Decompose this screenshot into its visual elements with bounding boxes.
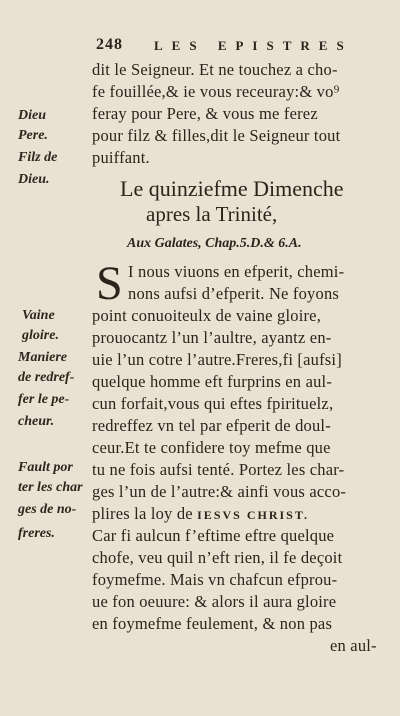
text-line: puiffant. <box>92 148 150 167</box>
margin-note: gloire. <box>22 328 59 343</box>
margin-note: freres. <box>18 526 55 541</box>
margin-note: Filz de <box>18 150 58 165</box>
text-line: I nous viuons en efperit, chemi- <box>128 262 345 281</box>
christ-smallcaps: IESVS CHRIST. <box>197 508 309 522</box>
text-line: feray pour Pere, & vous me ferez <box>92 104 318 123</box>
text-run: plires la loy de <box>92 504 193 523</box>
scripture-reference: Aux Galates, Chap.5.D.& 6.A. <box>127 236 302 251</box>
margin-note: fer le pe- <box>18 392 70 407</box>
text-line: tu ne fois aufsi tenté. Portez les char- <box>92 460 345 479</box>
text-line: quelque homme eft furprins en aul- <box>92 372 333 391</box>
margin-note: cheur. <box>18 414 55 429</box>
text-line: ges l’un de l’autre:& ainfi vous acco- <box>92 482 347 501</box>
margin-note: Dieu. <box>18 172 50 187</box>
drop-cap: S <box>96 257 123 310</box>
text-line: ue fon oeuure: & alors il aura gloire <box>92 592 337 611</box>
margin-note: de redref- <box>18 370 75 385</box>
section-heading: Le quinziefme Dimenche <box>120 176 344 201</box>
page-header <box>96 36 376 56</box>
margin-note: Fault por <box>18 460 73 475</box>
margin-note: Vaine <box>22 308 55 323</box>
text-line: pour filz & filles,dit le Seigneur tout <box>92 126 341 145</box>
margin-note: Pere. <box>18 128 48 143</box>
text-line: nons aufsi d’efperit. Ne foyons <box>128 284 340 303</box>
text-line: redreffez vn tel par efperit de doul- <box>92 416 331 435</box>
text-line: chofe, veu quil n’eft rien, il fe deçoit <box>92 548 343 567</box>
text-line: point conuoiteulx de vaine gloire, <box>92 306 322 325</box>
text-line: ceur.Et te confidere toy mefme que <box>92 438 331 457</box>
margin-note: ter les char <box>18 480 83 495</box>
text-line: en aul- <box>330 636 377 655</box>
margin-note: Dieu <box>18 108 46 123</box>
section-heading-line2: apres la Trinité, <box>146 202 278 226</box>
margin-note: ges de no- <box>18 502 77 517</box>
text-line: Car fi aulcun f’eftime eftre quelque <box>92 526 335 545</box>
text-line: cun forfait,vous qui eftes fpirituelz, <box>92 394 334 413</box>
text-line: prouocantz l’un l’aultre, ayantz en- <box>92 328 332 347</box>
margin-note: Maniere <box>18 350 67 365</box>
text-line: dit le Seigneur. Et ne touchez a cho- <box>92 60 338 79</box>
page-number: 248 <box>96 36 123 53</box>
text-line: uie l’un cotre l’autre.Freres,fi [aufsi] <box>92 350 342 369</box>
text-line <box>92 504 309 525</box>
running-title: LES EPISTRES <box>154 38 353 53</box>
text-line: en foymefme feulement, & non pas <box>92 614 333 633</box>
text-line: foymefme. Mais vn chafcun efprou- <box>92 570 338 589</box>
text-line: fe fouillée,& ie vous receuray:& vo⁹ <box>92 82 340 101</box>
